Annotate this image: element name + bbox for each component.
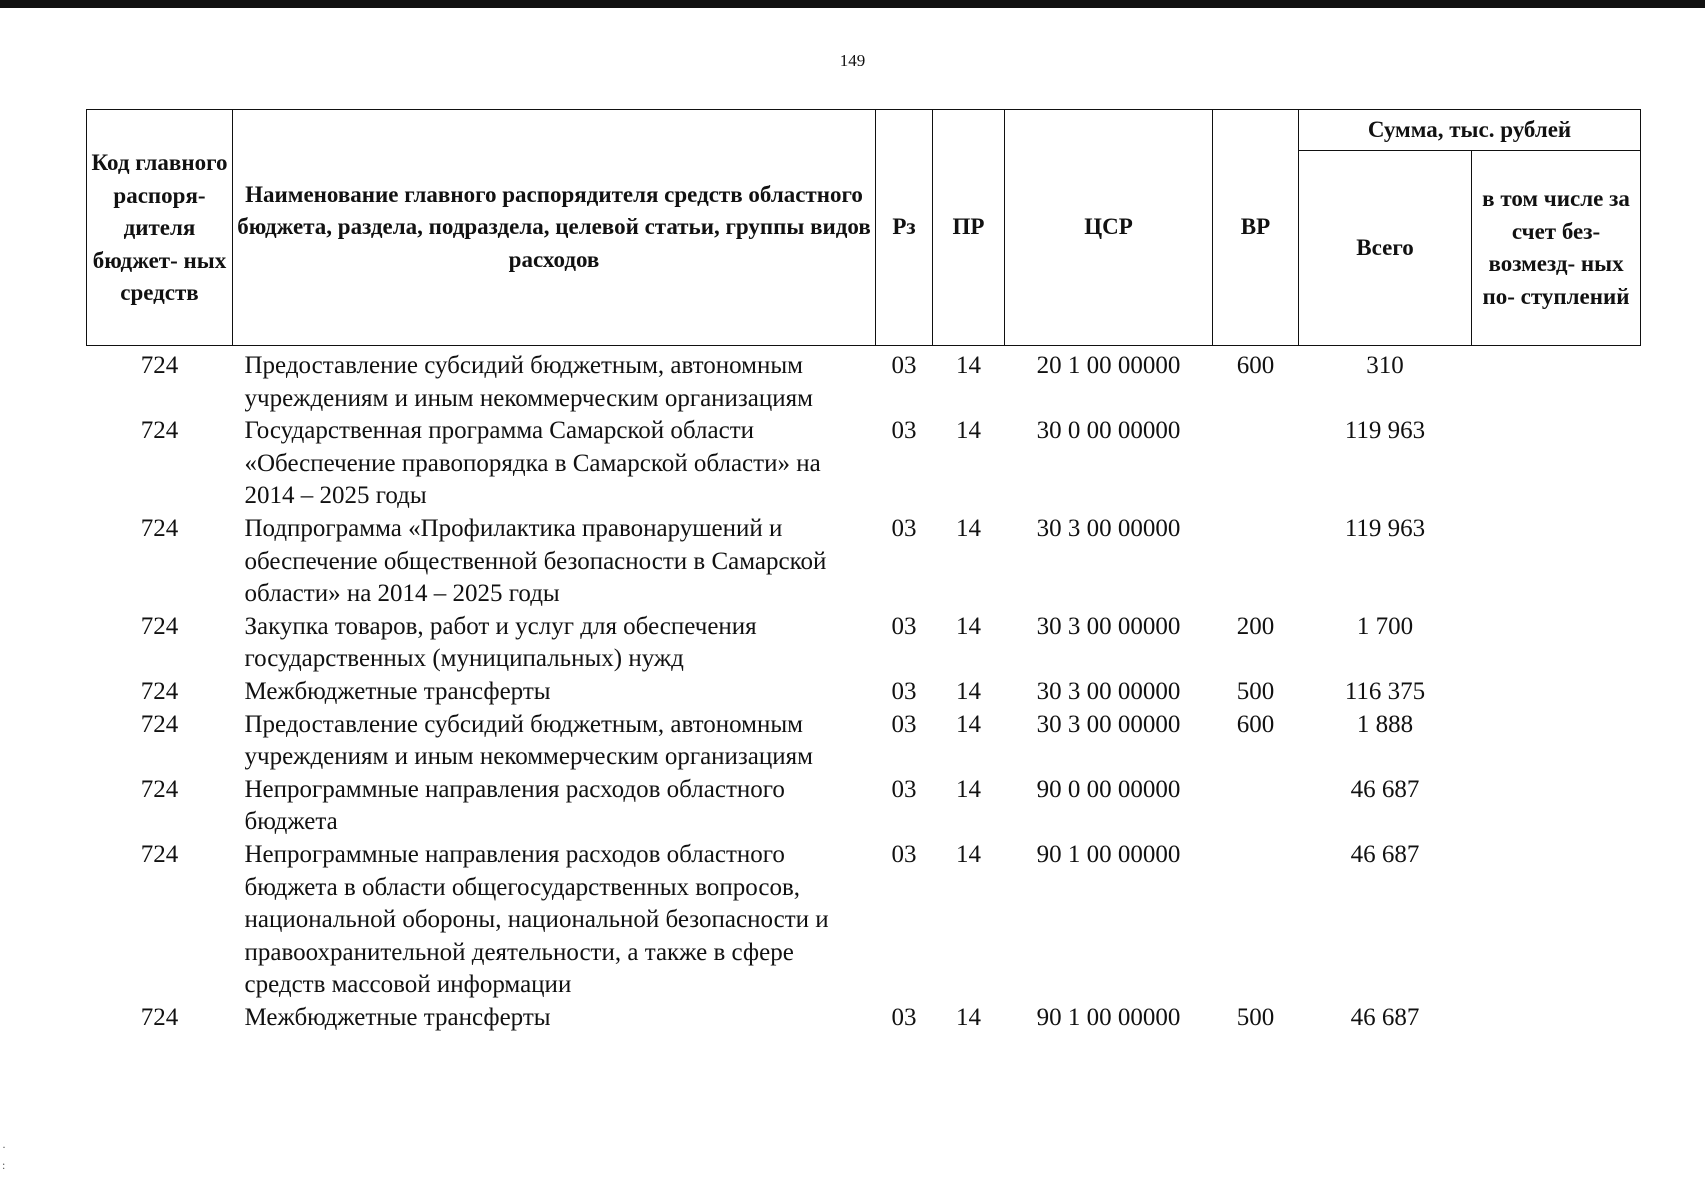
cell-vr — [1213, 839, 1299, 1002]
cell-grants — [1472, 839, 1641, 1002]
cell-code: 724 — [140, 352, 179, 379]
header-total: Всего — [1299, 151, 1472, 346]
cell-grants — [1472, 676, 1641, 709]
cell-total: 1 888 — [1356, 710, 1414, 738]
table-row — [87, 1002, 1641, 1035]
cell-pr: 14 — [956, 417, 981, 445]
cell-vr: 500 — [1236, 1003, 1275, 1031]
cell-rz: 03 — [891, 352, 917, 379]
cell-total: 119 963 — [1344, 514, 1426, 542]
cell-pr: 14 — [956, 775, 981, 803]
cell-name: Непрограммные направления расходов областного бюджета в области общегосударственных вопросов, национальной обороны, национальной безопасности и правоохранительной деятельности, а также в сфере средств массовой информации — [244, 840, 829, 999]
cell-total: 1 700 — [1356, 612, 1414, 640]
cell-total: 119 963 — [1344, 417, 1426, 445]
cell-csr: 30 3 00 00000 — [1036, 677, 1181, 705]
cell-rz: 03 — [891, 612, 917, 640]
cell-code: 724 — [140, 1003, 179, 1031]
cell-csr: 30 3 00 00000 — [1036, 514, 1181, 542]
cell-grants — [1472, 774, 1641, 839]
header-vr: ВР — [1213, 110, 1299, 346]
cell-rz: 03 — [891, 677, 917, 705]
cell-rz: 03 — [891, 514, 917, 542]
header-pr: ПР — [933, 110, 1005, 346]
cell-pr: 14 — [956, 710, 981, 738]
table-row — [87, 839, 1641, 1002]
cell-grants — [1472, 709, 1641, 774]
cell-rz: 03 — [891, 775, 917, 803]
cell-total: 116 375 — [1344, 677, 1426, 705]
cell-csr: 30 0 00 00000 — [1036, 417, 1181, 445]
cell-vr: 500 — [1236, 677, 1275, 705]
cell-name: Государственная программа Самарской области «Обеспечение правопорядка в Самарской области» на 2014 – 2025 годы — [244, 417, 821, 510]
cell-code: 724 — [140, 710, 179, 738]
table-row — [87, 346, 1641, 416]
table-row — [87, 513, 1641, 611]
cell-rz: 03 — [891, 710, 917, 738]
table-header — [87, 110, 1641, 346]
header-sum: Сумма, тыс. рублей — [1299, 110, 1641, 151]
cell-csr: 30 3 00 00000 — [1036, 710, 1181, 738]
cell-grants — [1472, 1002, 1641, 1035]
table-body — [87, 346, 1641, 1035]
header-name: Наименование главного распорядителя средств областного бюджета, раздела, подраздела, целевой статьи, группы видов расходов — [233, 110, 876, 346]
cell-rz: 03 — [891, 1003, 917, 1031]
cell-vr: 600 — [1236, 710, 1275, 738]
table-row — [87, 415, 1641, 513]
budget-table — [86, 109, 1641, 1034]
cell-rz: 03 — [891, 840, 917, 868]
cell-code: 724 — [140, 417, 179, 445]
page-number: 149 — [839, 51, 866, 70]
cell-pr: 14 — [956, 677, 981, 705]
cell-vr — [1213, 774, 1299, 839]
scan-speck: : — [2, 1158, 6, 1172]
table-row — [87, 774, 1641, 839]
cell-code: 724 — [140, 514, 179, 542]
cell-name: Непрограммные направления расходов областного бюджета — [244, 775, 785, 836]
cell-pr: 14 — [956, 1003, 981, 1031]
cell-total: 310 — [1366, 352, 1404, 379]
cell-grants — [1472, 415, 1641, 513]
table-row — [87, 676, 1641, 709]
cell-csr: 90 1 00 00000 — [1036, 840, 1181, 868]
cell-csr: 30 3 00 00000 — [1036, 612, 1181, 640]
cell-code: 724 — [140, 612, 179, 640]
cell-rz: 03 — [891, 417, 917, 445]
cell-total: 46 687 — [1350, 775, 1420, 803]
header-rz: Рз — [876, 110, 933, 346]
cell-pr: 14 — [956, 840, 981, 868]
cell-pr: 14 — [956, 612, 981, 640]
cell-total: 46 687 — [1350, 1003, 1420, 1031]
cell-grants — [1472, 513, 1641, 611]
cell-code: 724 — [140, 775, 179, 803]
cell-vr — [1213, 513, 1299, 611]
table-row — [87, 709, 1641, 774]
cell-csr: 20 1 00 00000 — [1036, 352, 1181, 379]
cell-vr: 200 — [1236, 612, 1275, 640]
cell-code: 724 — [140, 677, 179, 705]
cell-vr — [1213, 415, 1299, 513]
cell-vr: 600 — [1236, 352, 1275, 379]
cell-grants — [1472, 346, 1641, 416]
cell-code: 724 — [140, 840, 179, 868]
top-border-rule — [0, 0, 1705, 8]
cell-pr: 14 — [956, 514, 981, 542]
cell-csr: 90 1 00 00000 — [1036, 1003, 1181, 1031]
cell-total: 46 687 — [1350, 840, 1420, 868]
cell-name: Подпрограмма «Профилактика правонарушений и обеспечение общественной безопасности в Самарской области» на 2014 – 2025 годы — [244, 514, 827, 608]
header-code: Код главного распоря- дителя бюджет- ных средств — [87, 110, 233, 346]
cell-name: Закупка товаров, работ и услуг для обеспечения государственных (муниципальных) нужд — [244, 612, 757, 673]
cell-name: Межбюджетные трансферты — [244, 1003, 551, 1031]
header-grants: в том числе за счет без- возмезд- ных по- ступлений — [1472, 151, 1641, 346]
cell-name: Межбюджетные трансферты — [244, 677, 551, 705]
header-csr: ЦСР — [1005, 110, 1213, 346]
cell-name: Предоставление субсидий бюджетным, автономным учреждениям и иным некоммерческим организациям — [244, 710, 813, 771]
cell-grants — [1472, 611, 1641, 676]
table-row — [87, 611, 1641, 676]
cell-name: Предоставление субсидий бюджетным, автономным учреждениям и иным некоммерческим организациям — [244, 352, 813, 412]
cell-csr: 90 0 00 00000 — [1036, 775, 1181, 803]
scan-speck: · — [2, 1140, 6, 1154]
cell-pr: 14 — [956, 352, 981, 379]
